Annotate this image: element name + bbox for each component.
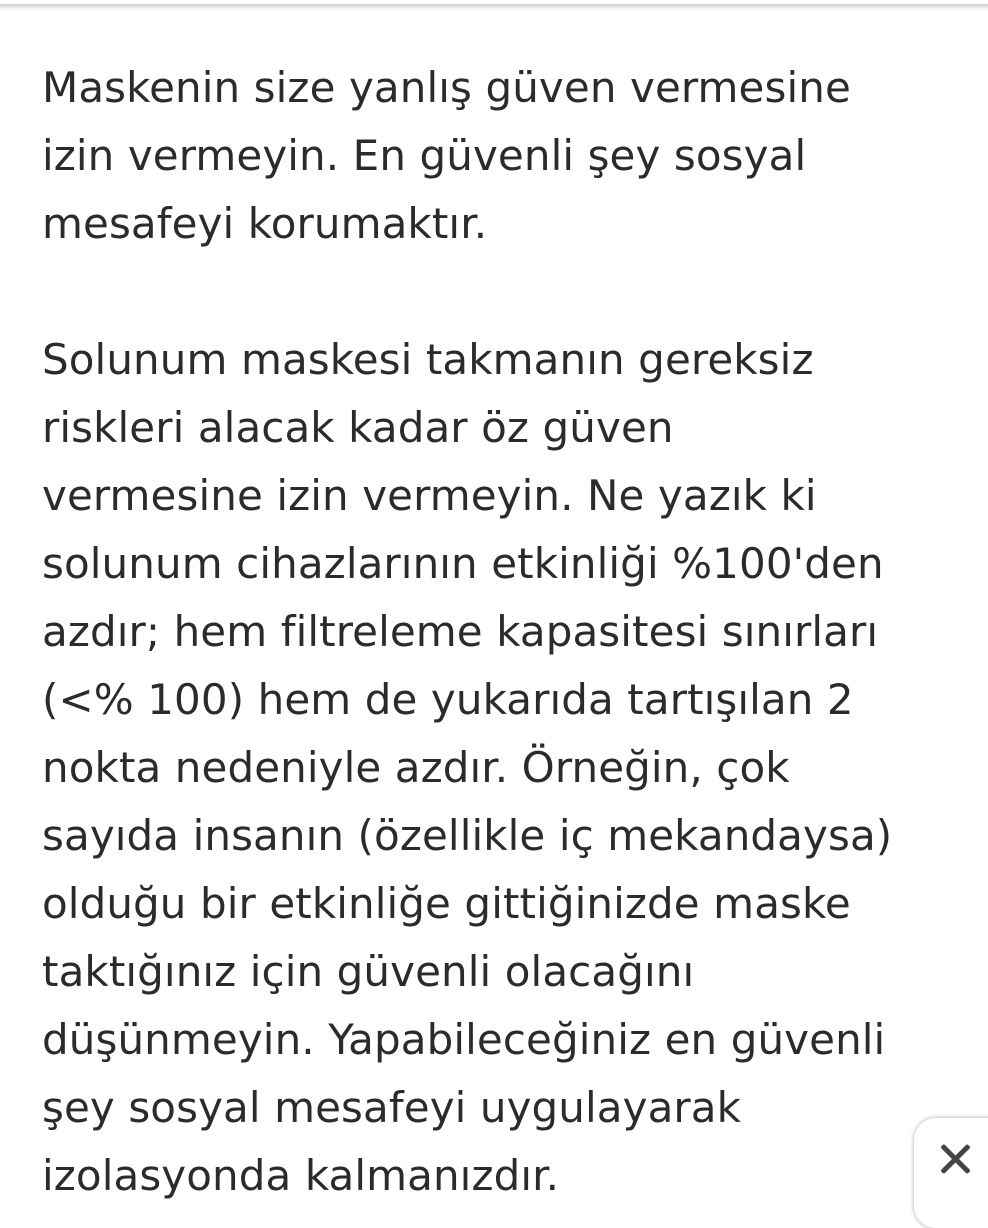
paragraph-respirator-effectiveness: Solunum maskesi takmanın gereksiz riskleri alacak kadar öz güven vermesine izin vermeyin. Ne yazık ki solunum cihazlarının etkinliği %100'den azdır; hem filtreleme kapasitesi sınırları (<% 100) hem de yukarıda tartışılan 2 nokta nedeniyle azdır. Örneğin, çok sayıda insanın (özellikle iç mekandaysa) olduğu bir etkinliğe gittiğinizde maske taktığınız için güvenli olacağını düşünmeyin. Yapabileceğiniz en güvenli şey sosyal mesafeyi uygulayarak izolasyonda kalmanızdır. [42,335,893,1200]
close-icon [940,1144,970,1174]
top-card-edge [0,0,988,4]
article-body [42,54,962,1210]
paragraph-mask-false-confidence: Maskenin size yanlış güven vermesine izin vermeyin. En güvenli şey sosyal mesafeyi korumaktır. [42,63,851,248]
close-button[interactable] [914,1118,988,1228]
